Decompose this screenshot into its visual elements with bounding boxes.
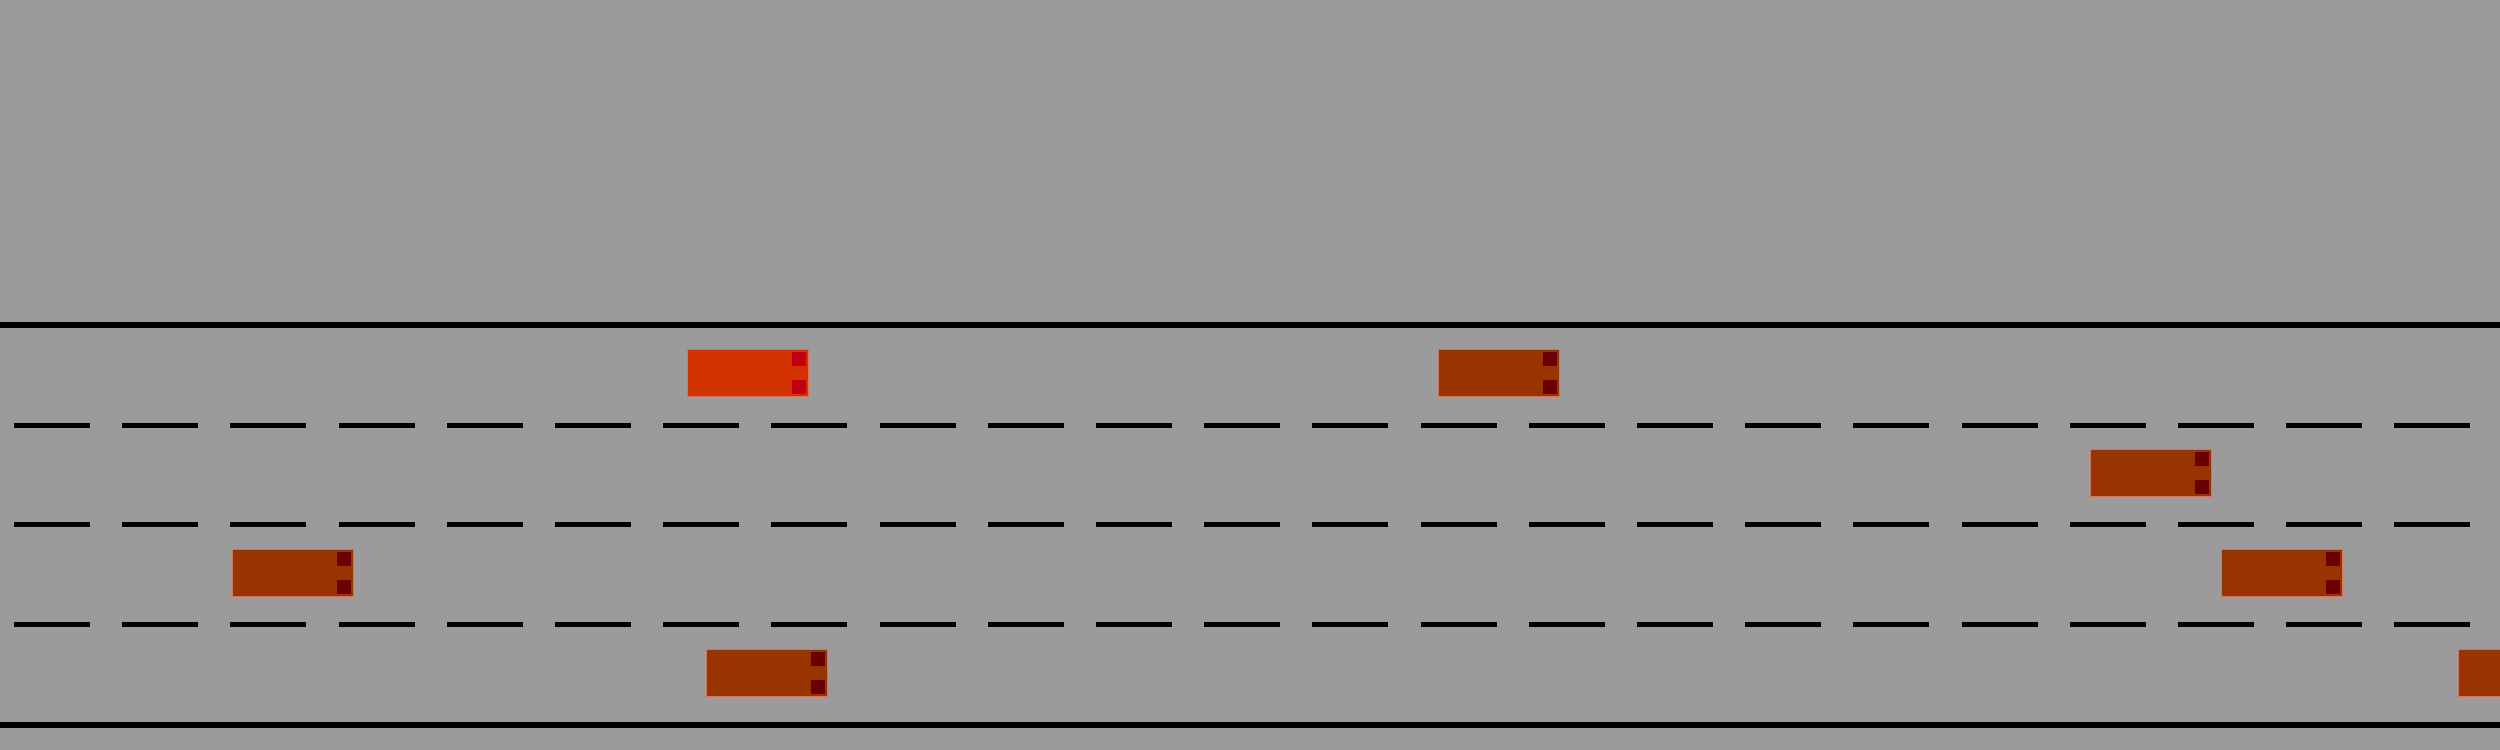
player-car-tail-light-bottom (792, 380, 806, 394)
lane-dash (339, 423, 415, 428)
lane-dash (2178, 423, 2254, 428)
lane-dash (2394, 622, 2470, 627)
lane-dash (1096, 423, 1172, 428)
lane-dash (1529, 423, 1605, 428)
lane-dash (2178, 622, 2254, 627)
lane-dash (122, 622, 198, 627)
lane-dash (1853, 622, 1929, 627)
lane-dash (1962, 622, 2038, 627)
lane-dash (880, 522, 956, 527)
lane-dash (1745, 423, 1821, 428)
lane-dash (447, 622, 523, 627)
lane-dash (1529, 522, 1605, 527)
lane-dash (663, 622, 739, 627)
lane-dash (1637, 423, 1713, 428)
traffic-car-1-light-bottom (1543, 380, 1557, 394)
lane-dash (1204, 622, 1280, 627)
lane-dash (2286, 423, 2362, 428)
lane-dash (988, 522, 1064, 527)
lane-dash (1421, 423, 1497, 428)
lane-dash (1312, 522, 1388, 527)
lane-dash (663, 423, 739, 428)
traffic-car-4-light-bottom (2326, 580, 2340, 594)
lane-dash (1421, 622, 1497, 627)
traffic-car-5 (706, 649, 828, 697)
lane-dash (2394, 423, 2470, 428)
lane-dash (1853, 423, 1929, 428)
lane-dash (988, 423, 1064, 428)
lane-dash (339, 522, 415, 527)
lane-dash (880, 622, 956, 627)
lane-dash (1745, 522, 1821, 527)
traffic-car-5-light-top (811, 652, 825, 666)
lane-dash (1096, 522, 1172, 527)
lane-dash (771, 522, 847, 527)
lane-dash (14, 423, 90, 428)
lane-dash (1962, 423, 2038, 428)
lane-divider-2 (0, 522, 2500, 527)
lane-dash (230, 522, 306, 527)
traffic-car-1-light-top (1543, 352, 1557, 366)
lane-dash (2070, 423, 2146, 428)
lane-dash (2286, 522, 2362, 527)
lane-dash (2070, 622, 2146, 627)
lane-dash (1962, 522, 2038, 527)
lane-dash (2070, 522, 2146, 527)
lane-dash (771, 622, 847, 627)
traffic-car-4-light-top (2326, 552, 2340, 566)
lane-dash (447, 522, 523, 527)
lane-divider-3 (0, 622, 2500, 627)
lane-dash (447, 423, 523, 428)
lane-dash (988, 622, 1064, 627)
lane-dash (880, 423, 956, 428)
lane-dash (1529, 622, 1605, 627)
lane-dash (1312, 423, 1388, 428)
lane-dash (1637, 522, 1713, 527)
lane-dash (122, 423, 198, 428)
lane-dash (663, 522, 739, 527)
traffic-car-2-light-bottom (2195, 480, 2209, 494)
lane-dash (1745, 622, 1821, 627)
traffic-car-3-light-bottom (337, 580, 351, 594)
traffic-car-3-light-top (337, 552, 351, 566)
lane-dash (230, 622, 306, 627)
lane-dash (1204, 522, 1280, 527)
lane-dash (339, 622, 415, 627)
lane-dash (122, 522, 198, 527)
traffic-car-4 (2221, 549, 2343, 597)
lane-dash (1096, 622, 1172, 627)
lane-dash (1204, 423, 1280, 428)
lane-dash (2394, 522, 2470, 527)
lane-dash (14, 622, 90, 627)
lane-dash (14, 522, 90, 527)
lane-dash (1421, 522, 1497, 527)
road-bottom-edge (0, 722, 2500, 728)
lane-dash (555, 622, 631, 627)
traffic-car-3 (232, 549, 354, 597)
player-car-tail-light-top (792, 352, 806, 366)
lane-dash (555, 423, 631, 428)
lane-dash (555, 522, 631, 527)
traffic-car-2-light-top (2195, 452, 2209, 466)
traffic-car-2 (2090, 449, 2212, 497)
traffic-car-1 (1438, 349, 1560, 397)
lane-dash (771, 423, 847, 428)
road-top-edge (0, 322, 2500, 328)
lane-dash (2286, 622, 2362, 627)
lane-dash (230, 423, 306, 428)
lane-divider-1 (0, 423, 2500, 428)
lane-dash (2178, 522, 2254, 527)
traffic-car-5-light-bottom (811, 680, 825, 694)
lane-dash (1853, 522, 1929, 527)
lane-dash (1312, 622, 1388, 627)
player-car[interactable] (687, 349, 809, 397)
traffic-car-6 (2458, 649, 2500, 697)
lane-dash (1637, 622, 1713, 627)
